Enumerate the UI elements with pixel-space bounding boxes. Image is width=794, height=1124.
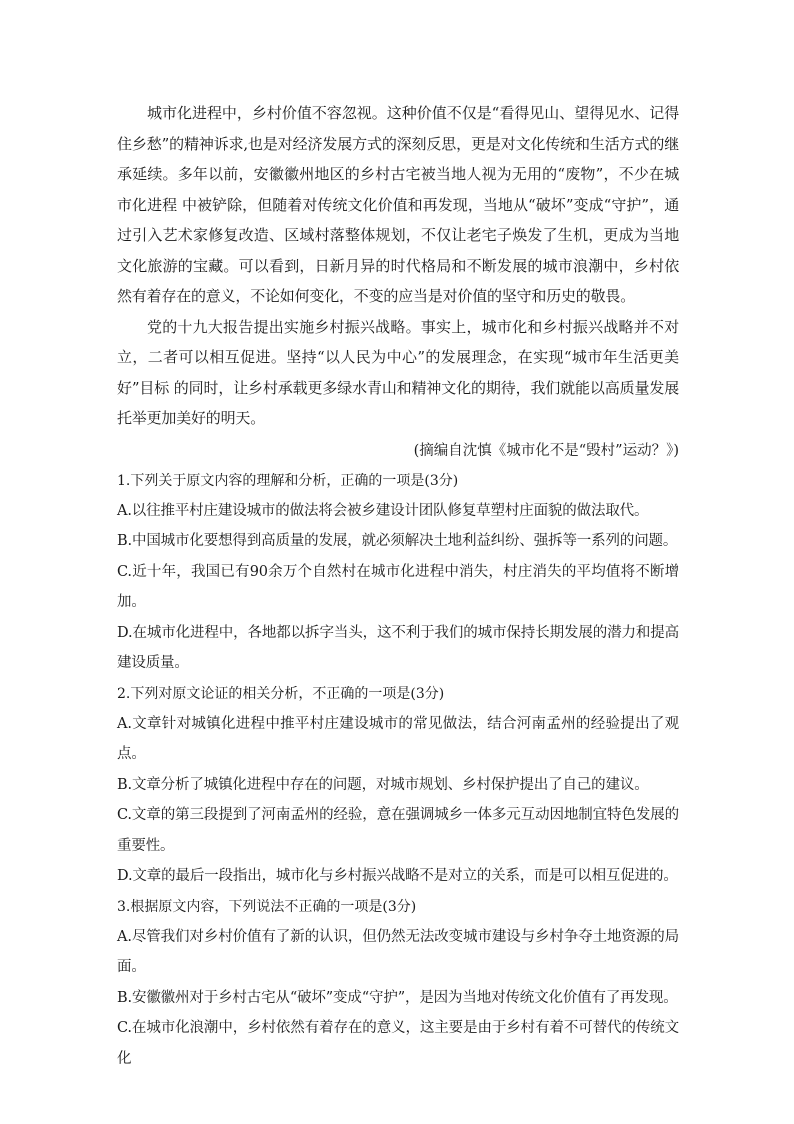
question-stem: 1.下列关于原文内容的理解和分析，正确的一项是(3分)	[117, 472, 459, 489]
question-option: A.文章针对城镇化进程中推平村庄建设城市的常见做法，结合河南孟州的经验提出了观点。	[117, 715, 679, 762]
question-option: C.文章的第三段提到了河南孟州的经验，意在强调城乡一体多元互动因地制宜特色发展的重要性。	[117, 807, 679, 854]
question-2	[117, 679, 679, 892]
question-option: C.近十年，我国已有90余万个自然村在城市化进程中消失，村庄消失的平均值将不断增加。	[117, 563, 679, 610]
question-option: B.中国城市化要想得到高质量的发展，就必须解决土地利益纠纷、强拆等一系列的问题。	[117, 533, 678, 549]
question-1	[117, 466, 679, 679]
question-option: D.文章的最后一段指出，城市化与乡村振兴战略不是对立的关系，而是可以相互促进的。	[117, 868, 678, 884]
question-stem: 2.下列对原文论证的相关分析，不正确的一项是(3分)	[117, 685, 445, 702]
passage-paragraph-2: 党的十九大报告提出实施乡村振兴战略。事实上，城市化和乡村振兴战略并不对立，二者可以相互促进。坚持“以人民为中心”的发展理念，在实现“城市年生活更美好”目标 的同时，让乡村承载更多绿水青山和精神文化的期待，我们就能以高质量发展托举更加美好的明天。	[117, 317, 679, 427]
question-option: B.安徽徽州对于乡村古宅从“破坏”变成“守护”，是因为当地对传统文化价值有了再发现。	[117, 989, 678, 1006]
document-page	[117, 98, 679, 1074]
question-option: C.在城市化浪潮中，乡村依然有着存在的意义，这主要是由于乡村有着不可替代的传统文化	[117, 1020, 679, 1067]
question-option: D.在城市化进程中，各地都以拆字当头，这不利于我们的城市保持长期发展的潜力和提高建设质量。	[117, 624, 679, 671]
question-option: A.尽管我们对乡村价值有了新的认识，但仍然无法改变城市建设与乡村争夺土地资源的局面。	[117, 928, 679, 975]
question-3	[117, 892, 679, 1075]
question-option: B.文章分析了城镇化进程中存在的问题，对城市规划、乡村保护提出了自己的建议。	[117, 776, 649, 793]
passage-paragraph-1: 城市化进程中，乡村价值不容忽视。这种价值不仅是“看得见山、望得见水、记得住乡愁”的精神诉求,也是对经济发展方式的深刻反思，更是对文化传统和生活方式的继承延续。多年以前，安徽徽州地区的乡村古宅被当地人视为无用的“废物”，不少在城市化进程 中被铲除，但随着对传统文化价值和再发现，当地从“破坏”变成“守护”，通过引入艺术家修复改造、区域村落整体规划，不仅让老宅子焕发了生机，更成为当地文化旅游的宝藏。可以看到，日新月异的时代格局和不断发展的城市浪潮中，乡村依然有着存在的意义，不论如何变化，不变的应当是对价值的坚守和历史的敬畏。	[117, 104, 679, 305]
question-stem: 3.根据原文内容，下列说法不正确的一项是(3分)	[117, 898, 417, 915]
passage-source: (摘编自沈慎《城市化不是“毁村”运动？》)	[413, 442, 679, 459]
question-option: A.以往推平村庄建设城市的做法将会被乡建设计团队修复草塑村庄面貌的做法取代。	[117, 502, 649, 519]
